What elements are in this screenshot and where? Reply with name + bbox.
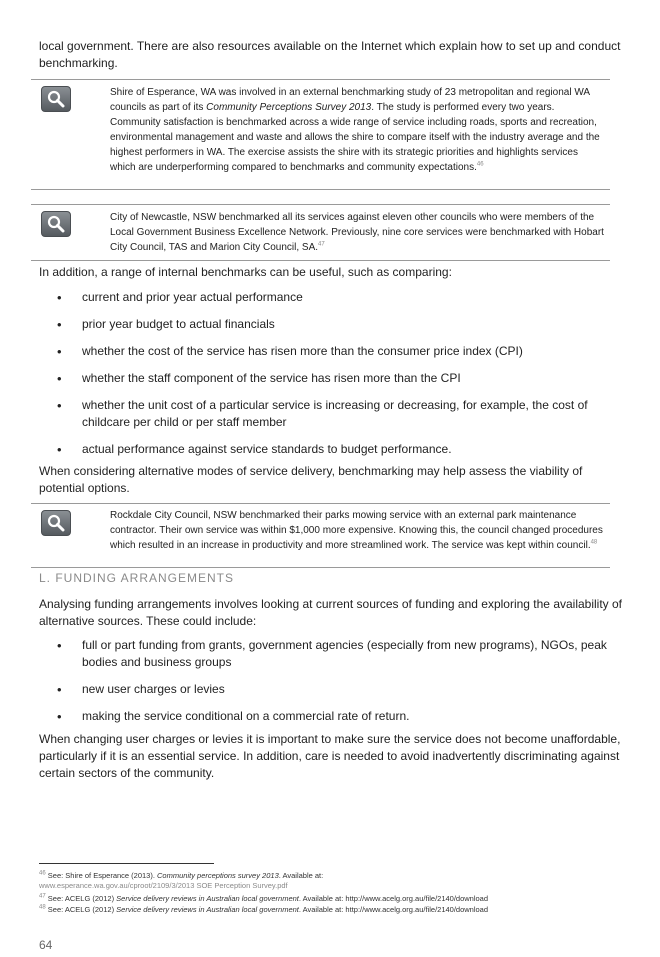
- list-item: • full or part funding from grants, government agencies (especially from new programs), NGOs, peak bodies and business groups: [39, 637, 623, 671]
- case-study-text: Rockdale City Council, NSW benchmarked their parks mowing service with an external park maintenance contractor. Their own service was within $1,000 more expensive. Knowing this, the council changed procedures which resulted in an increase in productivity and more streamlined work. The service was kept within council.$^{48}$: [110, 510, 603, 551]
- case-study-newcastle: [31, 204, 610, 261]
- footnote-ref: 46: [476, 161, 484, 168]
- list-item: • whether the unit cost of a particular service is increasing or decreasing, for example, the cost of childcare per child or per staff member: [39, 397, 623, 431]
- funding-sources-list: [39, 637, 623, 725]
- page-number: 64: [39, 938, 53, 952]
- list-item: • whether the cost of the service has risen more than the consumer price index (CPI): [39, 343, 623, 360]
- footnote-ref: 48: [590, 539, 598, 546]
- magnifier-icon: [41, 86, 71, 112]
- magnifier-icon: [41, 510, 71, 536]
- footnote-48: $^{48}$ See: ACELG (2012) Service delivery reviews in Australian local government. Available at: http://www.acelg.org.au/file/2140/download: [39, 904, 489, 914]
- section-heading: L. FUNDING ARRANGEMENTS: [39, 571, 235, 585]
- internal-benchmarks-intro: In addition, a range of internal benchmarks can be useful, such as comparing:: [39, 265, 452, 279]
- internal-benchmarks-list: [39, 289, 623, 458]
- magnifier-icon: [41, 211, 71, 237]
- list-item: • new user charges or levies: [39, 681, 623, 698]
- footnote-ref: 47: [318, 241, 325, 248]
- case-study-rockdale: [31, 503, 610, 568]
- case-study-text: City of Newcastle, NSW benchmarked all its services against eleven other councils who were members of the Local Government Business Excellence Network. Previously, nine core services were benchmarked with Hobart City Council, TAS and Marion City Council, SA.$^{47}$: [110, 212, 604, 253]
- footnote-47: $^{47}$ See: ACELG (2012) Service delivery reviews in Australian local government. Available at: http://www.acelg.org.au/file/2140/download: [39, 893, 489, 903]
- list-item: • whether the staff component of the service has risen more than the CPI: [39, 370, 623, 387]
- footnote-link[interactable]: www.esperance.wa.gov.au/cproot/2109/3/2013 SOE Perception Survey.pdf: [39, 881, 288, 890]
- closing-paragraph: When changing user charges or levies it is important to make sure the service does not become unaffordable, particularly if it is an essential service. In addition, care is needed to avoid inadvertently discriminating against certain sectors of the community.: [39, 732, 621, 780]
- list-item: • current and prior year actual performance: [39, 289, 623, 306]
- list-item: • actual performance against service standards to budget performance.: [39, 441, 623, 458]
- case-study-text: Shire of Esperance, WA was involved in an external benchmarking study of 23 metropolitan and regional WA councils as part of its Community Perceptions Survey 2013. The study is performed every two years. Community satisfaction is benchmarked across a wide range of service including roads, sports and recreation, environmental management and waste and allows the shire to compare itself with the industry average and the highest performers in WA. The exercise assists the shire with its strategic priorities and highlights services which are underperforming compared to benchmarks and community expectations.$^{46}$: [110, 87, 600, 173]
- alternative-delivery-paragraph: When considering alternative modes of service delivery, benchmarking may help assess the viability of potential options.: [39, 464, 583, 495]
- footnote-divider: [39, 863, 214, 864]
- list-item: • making the service conditional on a commercial rate of return.: [39, 708, 623, 725]
- list-item: • prior year budget to actual financials: [39, 316, 623, 333]
- case-study-esperance: [31, 79, 610, 190]
- footnote-46: $^{46}$ See: Shire of Esperance (2013). Community perceptions survey 2013. Available at: www.esperance.wa.gov.au/cproot/2109/3/2013 SOE Perception Survey.pdf: [39, 870, 324, 890]
- intro-paragraph: local government. There are also resources available on the Internet which explain how to set up and conduct benchmarking.: [39, 39, 621, 70]
- funding-paragraph: Analysing funding arrangements involves looking at current sources of funding and exploring the availability of alternative sources. These could include:: [39, 597, 623, 628]
